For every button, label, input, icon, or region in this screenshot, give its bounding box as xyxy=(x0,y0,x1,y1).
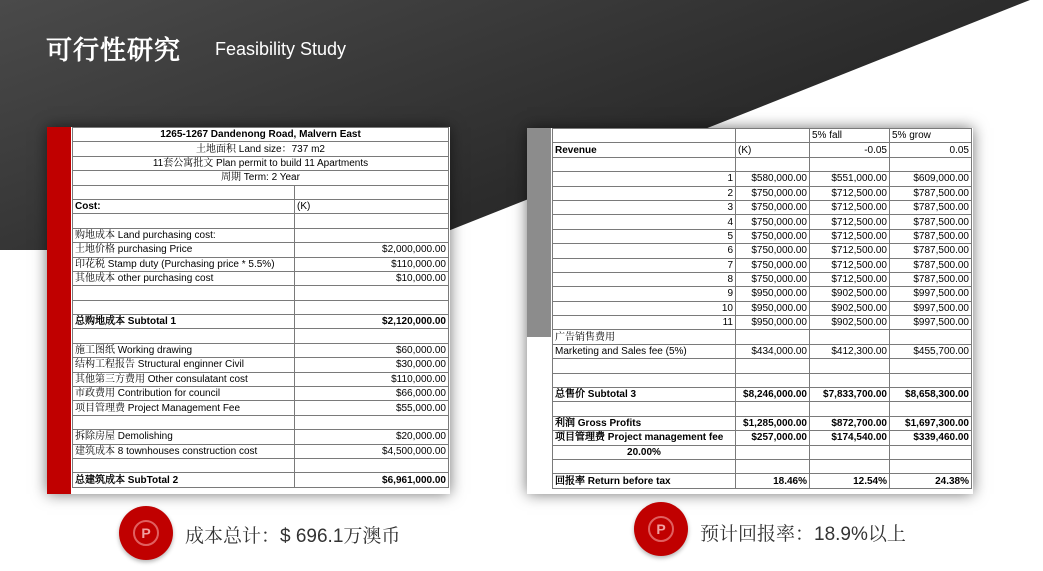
table-row-value: $4,500,000.00 xyxy=(295,444,449,458)
unit-number: 10 xyxy=(553,301,736,315)
col-fall-header: 5% fall xyxy=(810,129,890,143)
table-row-label: 施工图纸 Working drawing xyxy=(73,343,295,357)
table-row-label: 土地价格 purchasing Price xyxy=(73,243,295,257)
unit-fall-price: $712,500.00 xyxy=(810,200,890,214)
subtotal2-value: $6,961,000.00 xyxy=(295,473,449,487)
expected-return-caption: 预计回报率：18.9%以上 xyxy=(700,524,906,545)
table-row-value: $10,000.00 xyxy=(295,271,449,285)
unit-fall-price: $902,500.00 xyxy=(810,301,890,315)
unit-grow-price: $787,500.00 xyxy=(890,229,972,243)
unit-base-price: $950,000.00 xyxy=(736,287,810,301)
unit-fall-price: $712,500.00 xyxy=(810,244,890,258)
cost-panel-accent-bar xyxy=(47,127,71,494)
ad-label: 广告销售费用 xyxy=(553,330,736,344)
unit-fall-price: $902,500.00 xyxy=(810,316,890,330)
table-row-value: $30,000.00 xyxy=(295,358,449,372)
unit-label: (K) xyxy=(736,143,810,157)
unit-fall-price: $902,500.00 xyxy=(810,287,890,301)
revenue-panel-accent-bar xyxy=(527,128,551,337)
unit-number: 7 xyxy=(553,258,736,272)
unit-fall-price: $712,500.00 xyxy=(810,215,890,229)
project-management-label: 项目管理费 Project management fee xyxy=(553,431,736,445)
table-row-value: $66,000.00 xyxy=(295,387,449,401)
unit-base-price: $950,000.00 xyxy=(736,316,810,330)
table-row-label: 购地成本 Land purchasing cost: xyxy=(73,228,295,242)
table-row-label: 结构工程报告 Structural enginner Civil xyxy=(73,358,295,372)
cost-table-title: 1265-1267 Dandenong Road, Malvern East xyxy=(73,128,449,142)
unit-grow-price: $997,500.00 xyxy=(890,287,972,301)
table-row-label: 其他成本 other purchasing cost xyxy=(73,271,295,285)
table-row-label: 其他第三方费用 Other consulatant cost xyxy=(73,372,295,386)
unit-fall-price: $551,000.00 xyxy=(810,172,890,186)
unit-fall-price: $712,500.00 xyxy=(810,258,890,272)
table-row xyxy=(553,244,972,258)
table-row xyxy=(553,229,972,243)
page-title-cn: 可行性研究 xyxy=(46,35,182,65)
table-row-label: 市政费用 Contribution for council xyxy=(73,387,295,401)
pinterest-icon: P xyxy=(634,502,688,556)
unit-number: 1 xyxy=(553,172,736,186)
total-cost-caption: 成本总计：$ 696.1万澳币 xyxy=(185,526,401,547)
table-row-label: 印花税 Stamp duty (Purchasing price * 5.5%) xyxy=(73,257,295,271)
unit-base-price: $750,000.00 xyxy=(736,244,810,258)
subtotal3-label: 总售价 Subtotal 3 xyxy=(553,388,736,402)
unit-grow-price: $609,000.00 xyxy=(890,172,972,186)
unit-base-price: $750,000.00 xyxy=(736,258,810,272)
page-title-en: Feasibility Study xyxy=(215,39,347,59)
col-grow-header: 5% grow xyxy=(890,129,972,143)
unit-number: 11 xyxy=(553,316,736,330)
table-row-value: $20,000.00 xyxy=(295,430,449,444)
unit-base-price: $750,000.00 xyxy=(736,272,810,286)
pinterest-icon: P xyxy=(119,506,173,560)
unit-grow-price: $997,500.00 xyxy=(890,301,972,315)
unit-number: 3 xyxy=(553,200,736,214)
unit-number: 6 xyxy=(553,244,736,258)
unit-number: 5 xyxy=(553,229,736,243)
unit-base-price: $950,000.00 xyxy=(736,301,810,315)
table-row xyxy=(553,258,972,272)
subtotal1-label: 总购地成本 Subtotal 1 xyxy=(73,315,295,329)
subtotal2-label: 总建筑成本 SubTotal 2 xyxy=(73,473,295,487)
table-row xyxy=(553,287,972,301)
table-row xyxy=(553,301,972,315)
table-row-value: $110,000.00 xyxy=(295,372,449,386)
subtotal1-value: $2,120,000.00 xyxy=(295,315,449,329)
unit-grow-price: $787,500.00 xyxy=(890,186,972,200)
unit-grow-price: $787,500.00 xyxy=(890,215,972,229)
unit-base-price: $750,000.00 xyxy=(736,200,810,214)
table-row xyxy=(553,186,972,200)
table-row-value: $60,000.00 xyxy=(295,343,449,357)
unit-base-price: $750,000.00 xyxy=(736,215,810,229)
unit-number: 2 xyxy=(553,186,736,200)
table-row xyxy=(553,215,972,229)
table-row-value: $110,000.00 xyxy=(295,257,449,271)
unit-base-price: $580,000.00 xyxy=(736,172,810,186)
unit-number: 9 xyxy=(553,287,736,301)
table-row xyxy=(553,200,972,214)
table-row-value: $2,000,000.00 xyxy=(295,243,449,257)
cost-table xyxy=(72,127,449,488)
grow-rate: 0.05 xyxy=(890,143,972,157)
unit-base-price: $750,000.00 xyxy=(736,186,810,200)
unit-grow-price: $787,500.00 xyxy=(890,272,972,286)
unit-label: (K) xyxy=(295,199,449,213)
unit-grow-price: $787,500.00 xyxy=(890,258,972,272)
land-size: 土地面积 Land size：737 m2 xyxy=(73,142,449,156)
pm-rate: 20.00% xyxy=(553,445,736,459)
table-row xyxy=(553,316,972,330)
revenue-label: Revenue xyxy=(553,143,736,157)
unit-grow-price: $997,500.00 xyxy=(890,316,972,330)
table-row-label: 拆除房屋 Demolishing xyxy=(73,430,295,444)
unit-fall-price: $712,500.00 xyxy=(810,229,890,243)
plan-permit: 11套公寓批文 Plan permit to build 11 Apartments xyxy=(73,156,449,170)
revenue-table: 5% fall 5% grow Revenue (K) -0.05 0.05 1 $580,000.00 $551,000.00 $609,000.00 2 $750,000.00 $712,500.00 $787,500.00 3 $750,000.00 $712,500.00 $787,500.00 4 $750,000.00 $712,500.00 $787,500.00 5 $750,000.00 $712,500.00 $787,500.00 6 $750,000.00 $712,500.00 $787,500.00 7 $750,000.00 $712,500.00 $787,500.00 8 $750,000.00 $712,500.00 $787,500.00 9 $950,000.00 $902,500.00 $997,500.00 10 $950,000.00 $902,500.00 $997,500.00 11 $950,000.00 $902,500.00 $997,500.00 广告销售费用 Marketing and Sales fee (5%) $434,000.00 $412,300.00 $455,700.00 总售价 Subtotal 3 $8,246,000.00 $7,833,700.00 $8,658,300.00 利润 Gross Profits $1,285,000.00 $872,700.00 $1,697,300.00 项目管理费 Project management fee $257,000.00 $174,540.00 $339,460.00 20.00% 回报率 Return before tax 18.46% 12.54% 24.38% xyxy=(552,128,972,489)
term: 周期 Term: 2 Year xyxy=(73,171,449,185)
cost-label: Cost: xyxy=(73,199,295,213)
table-row-label: 项目管理费 Project Management Fee xyxy=(73,401,295,415)
table-row xyxy=(553,172,972,186)
unit-grow-price: $787,500.00 xyxy=(890,244,972,258)
unit-number: 8 xyxy=(553,272,736,286)
unit-base-price: $750,000.00 xyxy=(736,229,810,243)
marketing-label: Marketing and Sales fee (5%) xyxy=(553,344,736,358)
table-row-value: $55,000.00 xyxy=(295,401,449,415)
table-row xyxy=(553,272,972,286)
unit-grow-price: $787,500.00 xyxy=(890,200,972,214)
gross-profit-label: 利润 Gross Profits xyxy=(553,416,736,430)
fall-rate: -0.05 xyxy=(810,143,890,157)
unit-fall-price: $712,500.00 xyxy=(810,186,890,200)
unit-fall-price: $712,500.00 xyxy=(810,272,890,286)
return-label: 回报率 Return before tax xyxy=(553,474,736,488)
table-row-label: 建筑成本 8 townhouses construction cost xyxy=(73,444,295,458)
unit-number: 4 xyxy=(553,215,736,229)
